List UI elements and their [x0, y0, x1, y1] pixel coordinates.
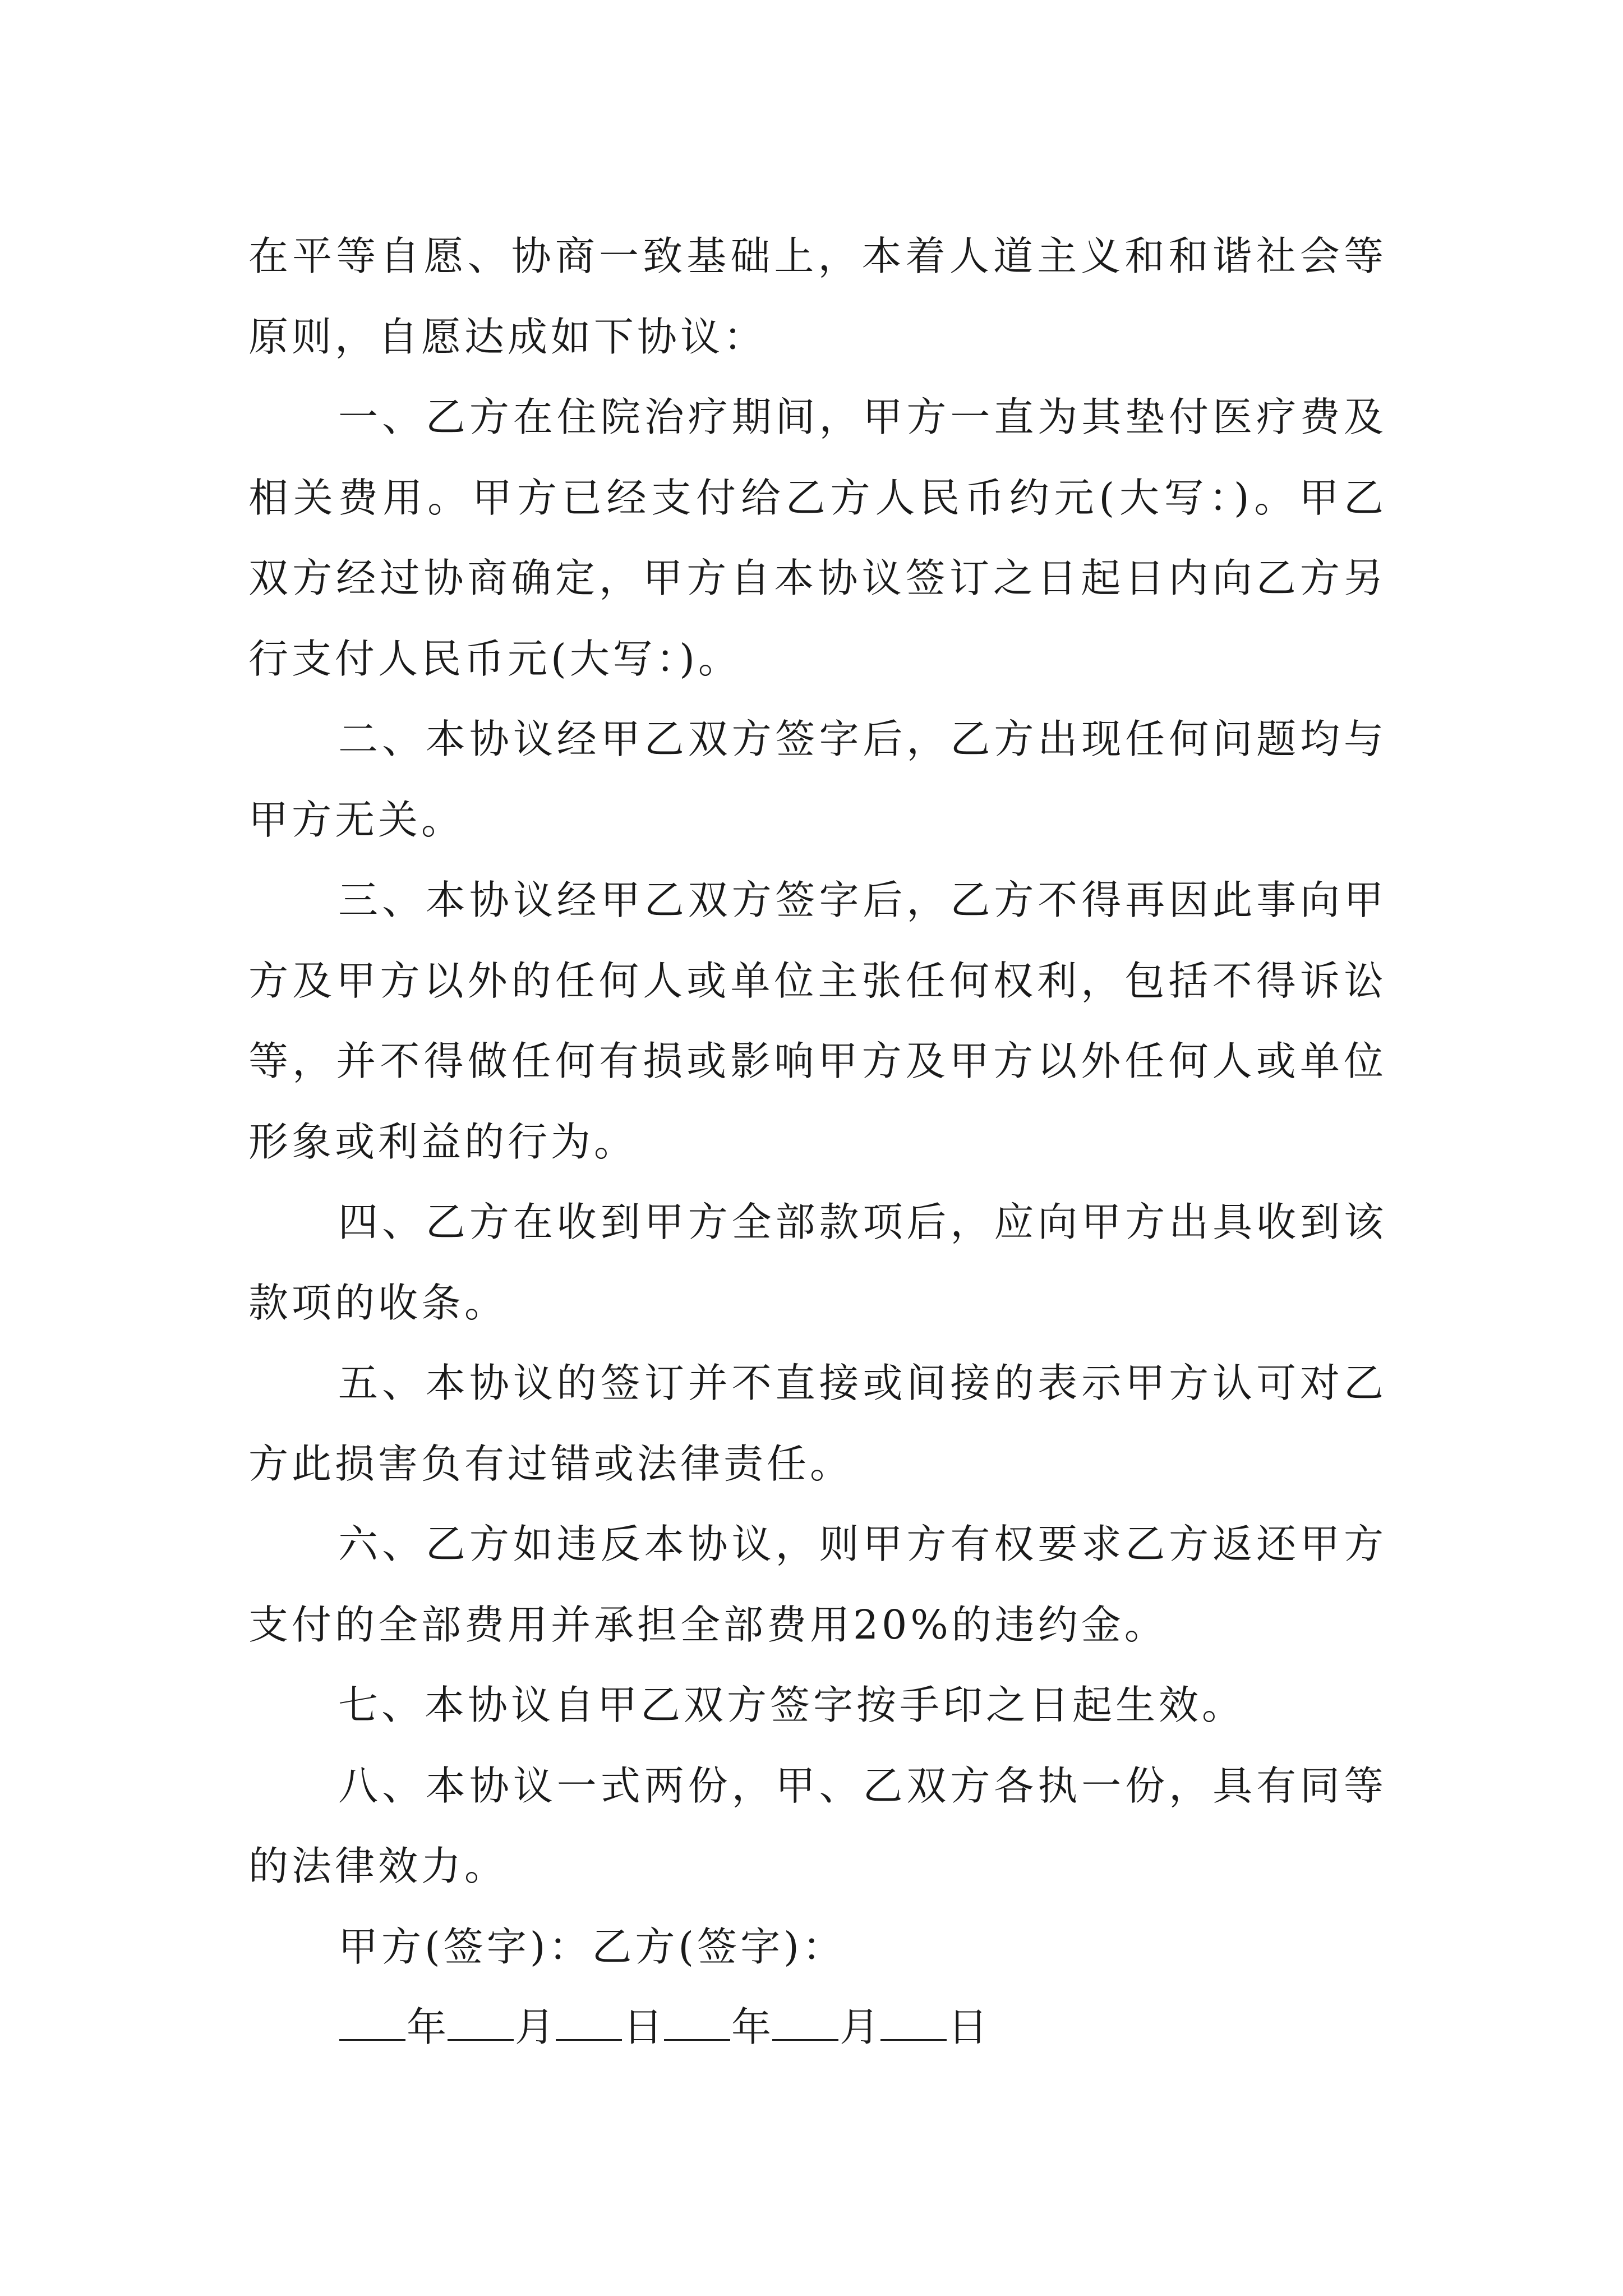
blank-day-1 — [556, 2008, 622, 2041]
paragraph-intro: 在平等自愿、协商一致基础上，本着人道主义和和谐社会等原则，自愿达成如下协议： — [248, 233, 1387, 360]
blank-year-2 — [664, 2008, 730, 2041]
document-page — [248, 216, 1387, 2068]
year-label-2: 年 — [731, 2004, 772, 2050]
clause-5: 五、本协议的签订并不直接或间接的表示甲方认可对乙方此损害负有过错或法律责任。 — [248, 1360, 1387, 1487]
year-label-1: 年 — [407, 2004, 447, 2050]
clause-8: 八、本协议一式两份，甲、乙双方各执一份，具有同等的法律效力。 — [248, 1762, 1387, 1889]
signature-line: 甲方(签字)：乙方(签字)： — [338, 1923, 846, 1970]
clause-1: 一、乙方在住院治疗期间，甲方一直为其垫付医疗费及相关费用。甲方已经支付给乙方人民币约元(大写：)。甲乙双方经过协商确定，甲方自本协议签订之日起日内向乙方另行支付人民币元(大写：)。 — [248, 394, 1387, 682]
day-label-1: 日 — [623, 2004, 663, 2050]
date-line — [248, 1987, 1387, 2068]
blank-month-2 — [772, 2008, 838, 2041]
clause-6: 六、乙方如违反本协议，则甲方有权要求乙方返还甲方支付的全部费用并承担全部费用20%的违约金。 — [248, 1521, 1387, 1648]
clause-3: 三、本协议经甲乙双方签字后，乙方不得再因此事向甲方及甲方以外的任何人或单位主张任何权利，包括不得诉讼等，并不得做任何有损或影响甲方及甲方以外任何人或单位形象或利益的行为。 — [248, 877, 1387, 1165]
day-label-2: 日 — [948, 2004, 988, 2050]
clause-7: 七、本协议自甲乙双方签字按手印之日起生效。 — [338, 1682, 1246, 1728]
clause-2: 二、本协议经甲乙双方签字后，乙方出现任何问题均与甲方无关。 — [248, 716, 1387, 843]
month-label-1: 月 — [515, 2004, 555, 2050]
blank-day-2 — [880, 2008, 947, 2041]
blank-month-1 — [448, 2008, 514, 2041]
clause-4: 四、乙方在收到甲方全部款项后，应向甲方出具收到该款项的收条。 — [248, 1199, 1387, 1326]
month-label-2: 月 — [840, 2004, 880, 2050]
blank-year-1 — [339, 2008, 405, 2041]
